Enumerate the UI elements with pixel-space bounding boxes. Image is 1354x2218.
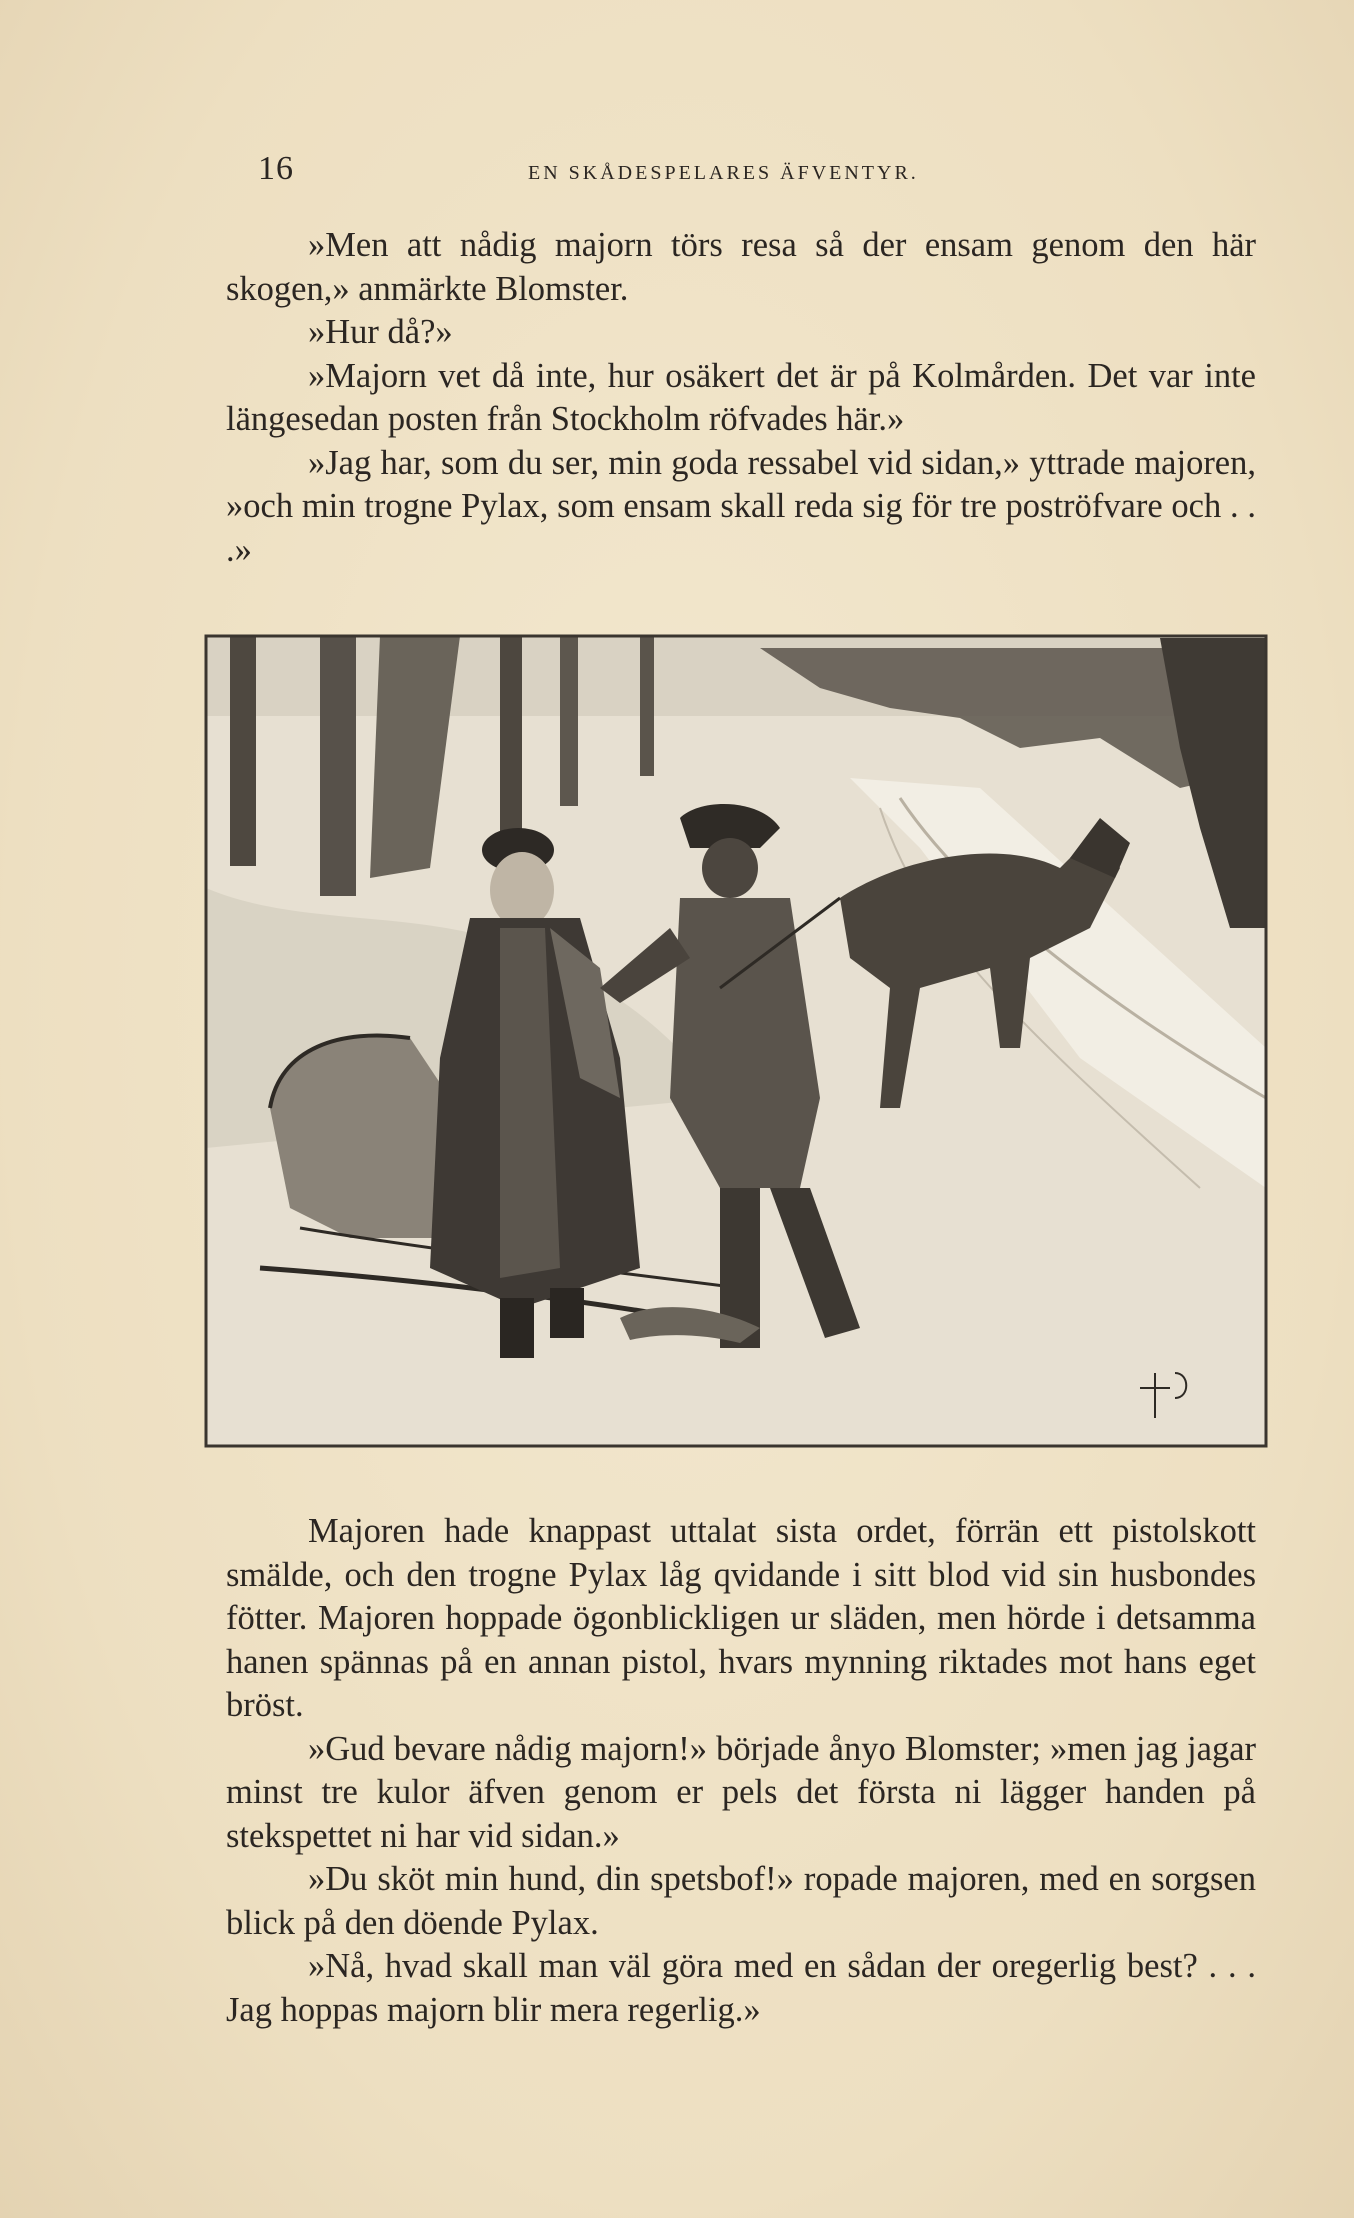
illustration-sleigh-robbery — [200, 628, 1272, 1450]
paragraph: »Men att nådig majorn törs resa så der ensam genom den här skogen,» anmärkte Blomster. — [226, 226, 1256, 308]
paragraph: »Jag har, som du ser, min goda ressabel vid sidan,» yttrade majoren, »och min trogne Pylax, som ensam skall reda sig för tre poströfvare och . . .» — [226, 443, 1256, 569]
text-before-illustration — [226, 224, 1256, 572]
paragraph: »Gud bevare nådig majorn!» började ånyo Blomster; »men jag jagar minst tre kulor äfven genom er pels det första ni lägger handen på stekspettet ni har vid sidan.» — [226, 1729, 1256, 1855]
page-header — [228, 150, 1258, 190]
running-title: EN SKÅDESPELARES ÄFVENTYR. — [528, 162, 919, 184]
page-number: 16 — [258, 150, 294, 187]
paragraph: »Majorn vet då inte, hur osäkert det är på Kolmården. Det var inte längesedan posten från Stockholm röfvades här.» — [226, 356, 1256, 438]
paragraph: »Du sköt min hund, din spetsbof!» ropade majoren, med en sorgsen blick på den döende Pylax. — [226, 1860, 1256, 1942]
text-after-illustration — [226, 1510, 1256, 2032]
paragraph: »Nå, hvad skall man väl göra med en sådan der oregerlig best? . . . Jag hoppas majorn blir mera regerlig.» — [226, 1947, 1256, 2029]
paragraph: Majoren hade knappast uttalat sista ordet, förrän ett pistolskott smälde, och den trogne Pylax låg qvidande i sitt blod vid sin husbondes fötter. Majoren hoppade ögonblickligen ur släden, men hörde i detsamma hanen spännas på en annan pistol, hvars mynning riktades mot hans eget bröst. — [226, 1512, 1256, 1724]
paragraph: »Hur då?» — [308, 313, 453, 351]
